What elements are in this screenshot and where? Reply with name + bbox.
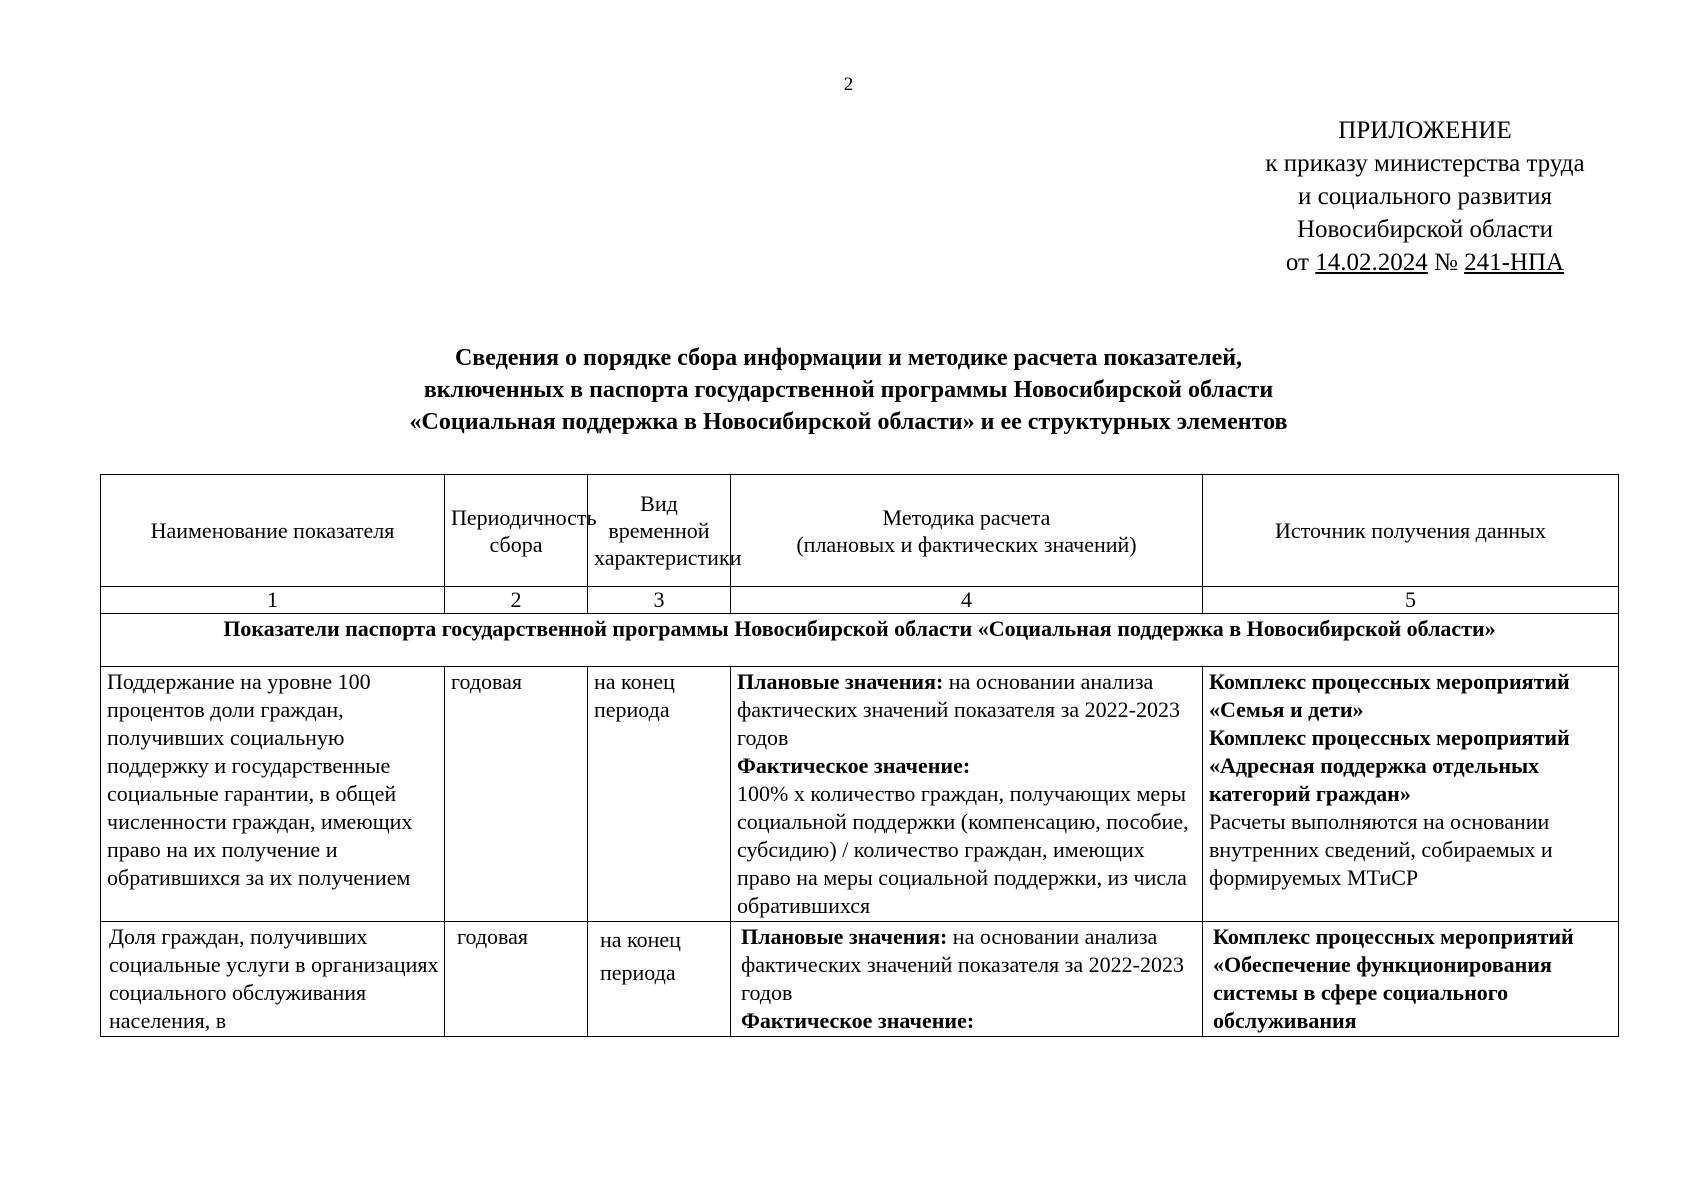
page-number: 2 [843, 74, 854, 95]
approval-block [1165, 114, 1685, 279]
periodicity: годовая [445, 922, 588, 1037]
column-number: 3 [588, 587, 731, 614]
source-program: Комплекс процессных мероприятий «Семья и дети» [1209, 669, 1570, 722]
plan-text: на основании анализа фактических значений показателя за 2022-2023 годов [737, 669, 1180, 750]
fact-label: Фактическое значение: [741, 1008, 975, 1033]
source-program: Комплекс процессных мероприятий «Адресная поддержка отдельных категорий граждан» [1209, 725, 1570, 806]
periodicity: годовая [445, 667, 588, 922]
column-number: 5 [1203, 587, 1619, 614]
column-numbers-row [101, 587, 1619, 614]
date-prefix: от [1285, 249, 1309, 276]
fact-text: 100% х количество граждан, получающих меры социальной поддержки (компенсацию, пособие, субсидию) / количество граждан, имеющих право на меры социальной поддержки, из числа обратившихся [737, 781, 1189, 918]
title-line: включенных в паспорта государственной программы Новосибирской области [423, 377, 1274, 403]
header-method: Методика расчета (плановых и фактических значений) [731, 475, 1203, 587]
approval-line: и социального развития [1298, 183, 1552, 210]
number-sign: № [1434, 249, 1458, 276]
indicators-table [100, 474, 1619, 1037]
time-type: на конец периода [588, 922, 731, 1037]
data-source [1203, 922, 1619, 1037]
column-number: 2 [445, 587, 588, 614]
plan-label: Плановые значения: [737, 669, 944, 694]
approval-heading: ПРИЛОЖЕНИЕ [1338, 117, 1512, 144]
header-periodicity: Периодичность сбора [445, 475, 588, 587]
data-source [1203, 667, 1619, 922]
source-program: Комплекс процессных мероприятий «Обеспечение функционирования системы в сфере социального обслуживания [1213, 924, 1574, 1033]
table-header-row [101, 475, 1619, 587]
table-row [101, 922, 1619, 1037]
header-time-type: Вид временной характеристики [588, 475, 731, 587]
approval-date-line [1165, 246, 1685, 279]
order-date: 14.02.2024 [1315, 249, 1428, 276]
header-source: Источник получения данных [1203, 475, 1619, 587]
fact-label: Фактическое значение: [737, 753, 971, 778]
column-number: 1 [101, 587, 445, 614]
table-row [101, 667, 1619, 922]
header-indicator-name: Наименование показателя [101, 475, 445, 587]
calculation-method [731, 667, 1203, 922]
order-number: 241-НПА [1464, 249, 1565, 276]
approval-line: к приказу министерства труда [1265, 150, 1585, 177]
section-heading-row [101, 614, 1619, 667]
document-title [0, 342, 1697, 438]
indicator-name: Доля граждан, получивших социальные услуги в организациях социального обслуживания населения, в [101, 922, 445, 1037]
column-number: 4 [731, 587, 1203, 614]
source-note: Расчеты выполняются на основании внутренних сведений, собираемых и формируемых МТиСР [1209, 809, 1553, 890]
calculation-method [731, 922, 1203, 1037]
indicator-name: Поддержание на уровне 100 процентов доли граждан, получивших социальную поддержку и государственные социальные гарантии, в общей численности граждан, имеющих право на их получение и обратившихся за их получением [101, 667, 445, 922]
title-line: «Социальная поддержка в Новосибирской области» и ее структурных элементов [409, 409, 1288, 435]
plan-label: Плановые значения: [741, 924, 948, 949]
approval-line: Новосибирской области [1296, 216, 1554, 243]
title-line: Сведения о порядке сбора информации и методике расчета показателей, [454, 345, 1243, 371]
time-type: на конец периода [588, 667, 731, 922]
plan-text: на основании анализа фактических значений показателя за 2022-2023 годов [741, 924, 1184, 1005]
section-title: Показатели паспорта государственной программы Новосибирской области «Социальная поддержка в Новосибирской области» [101, 614, 1619, 667]
